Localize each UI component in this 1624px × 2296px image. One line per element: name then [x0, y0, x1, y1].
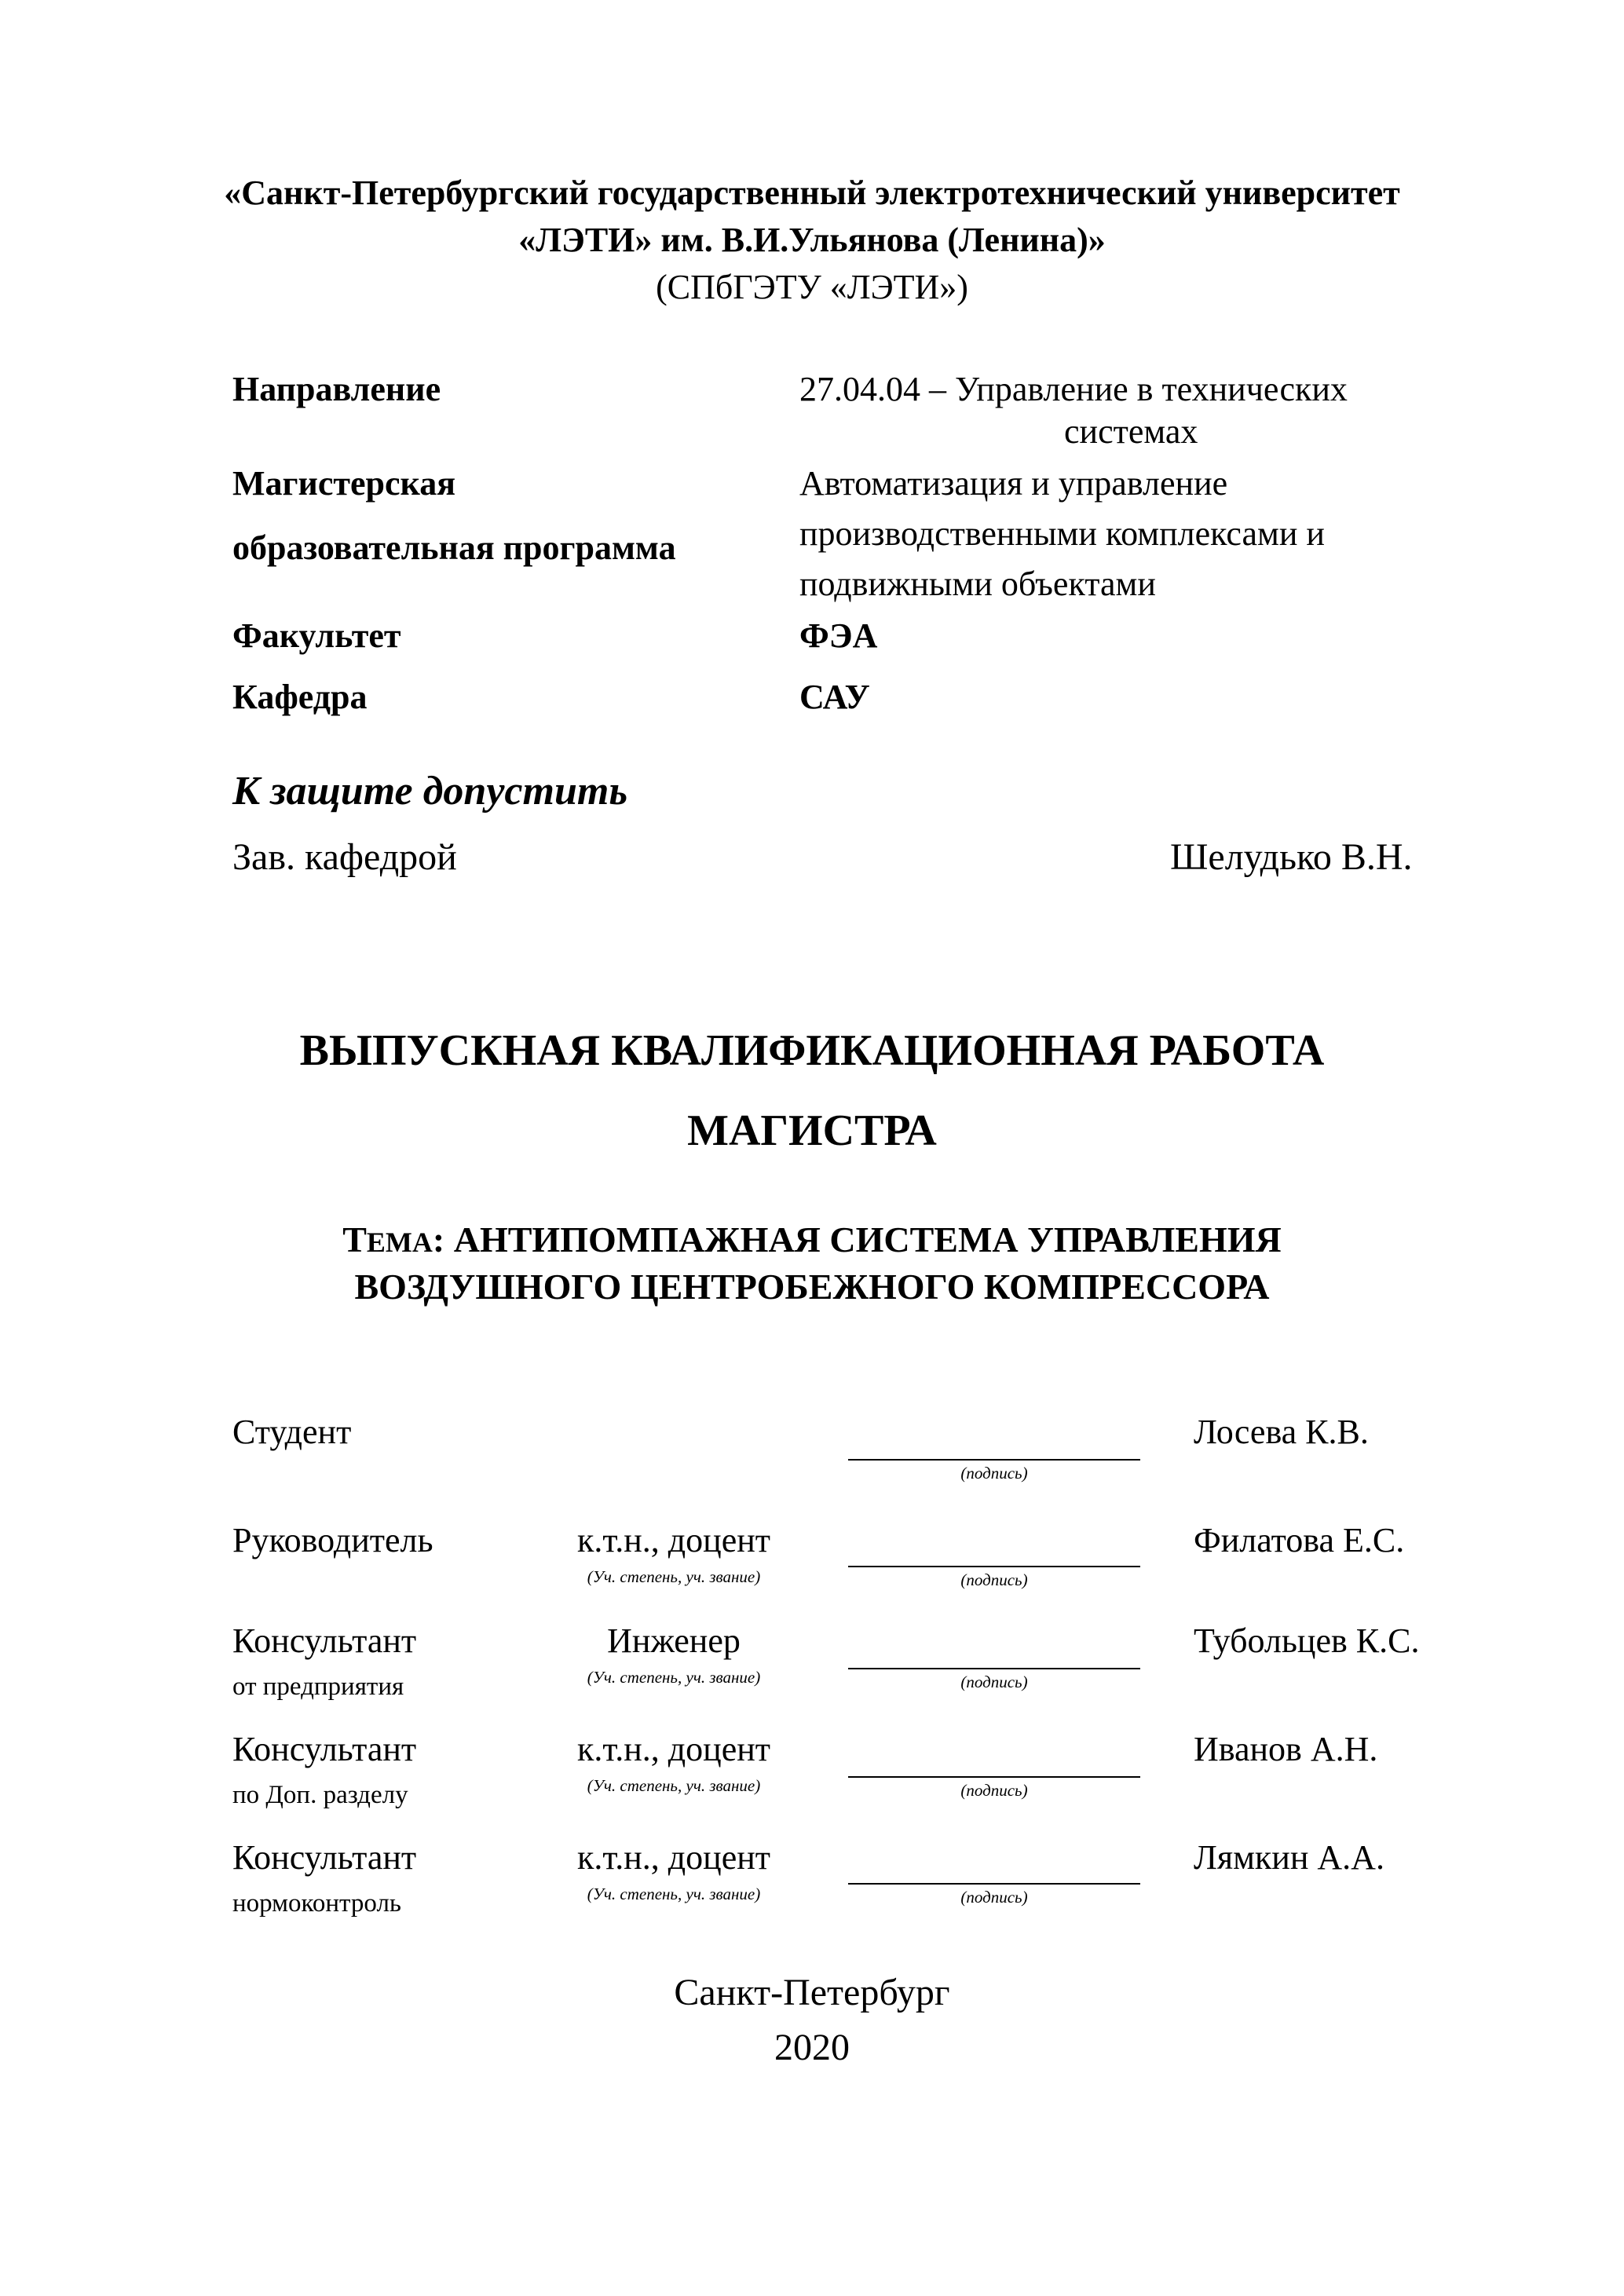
department-value: САУ — [799, 678, 870, 716]
academic-degree-caption: (Уч. степень, уч. звание) — [587, 1668, 761, 1687]
thesis-title-line1: ВЫПУСКНАЯ КВАЛИФИКАЦИОННАЯ РАБОТА — [299, 1026, 1325, 1075]
signature-role: Консультант — [232, 1838, 417, 1877]
signature-caption: (подпись) — [960, 1888, 1028, 1907]
head-of-department-label: Зав. кафедрой — [232, 836, 457, 878]
topic-line2: ВОЗДУШНОГО ЦЕНТРОБЕЖНОГО КОМПРЕССОРА — [354, 1267, 1270, 1307]
university-abbreviation: (СПбГЭТУ «ЛЭТИ») — [656, 268, 968, 306]
academic-degree: к.т.н., доцент — [576, 1730, 771, 1768]
signatory-name: Лосева К.В. — [1194, 1413, 1369, 1451]
signatory-name: Лямкин А.А. — [1194, 1838, 1384, 1877]
academic-degree: к.т.н., доцент — [576, 1521, 771, 1559]
signatory-name: Филатова Е.С. — [1194, 1521, 1405, 1559]
signatory-name: Иванов А.Н. — [1194, 1730, 1378, 1768]
signature-role: Руководитель — [232, 1521, 433, 1559]
signature-line — [848, 1776, 1140, 1778]
program-value-line3: подвижными объектами — [799, 565, 1156, 603]
signature-caption: (подпись) — [960, 1464, 1028, 1483]
signature-line — [848, 1459, 1140, 1461]
program-value-line2: производственными комплексами и — [799, 514, 1325, 553]
direction-value-line1: 27.04.04 – Управление в технических — [799, 370, 1348, 408]
head-of-department-name: Шелудько В.Н. — [1170, 836, 1413, 878]
signature-role: Консультант — [232, 1621, 417, 1660]
academic-degree-caption: (Уч. степень, уч. звание) — [587, 1567, 761, 1586]
topic-prefix-colon: : — [432, 1219, 445, 1260]
signature-caption: (подпись) — [960, 1673, 1028, 1691]
academic-degree-caption: (Уч. степень, уч. звание) — [587, 1776, 761, 1795]
signature-role-subtitle: по Доп. разделу — [232, 1781, 408, 1809]
program-label-line1: Магистерская — [232, 464, 456, 503]
academic-degree: к.т.н., доцент — [576, 1838, 771, 1877]
topic-prefix-first: Т — [342, 1219, 367, 1260]
topic-line1 — [0, 1219, 1624, 1260]
thesis-title-line2: МАГИСТРА — [687, 1106, 937, 1155]
city: Санкт-Петербург — [674, 1972, 950, 2013]
signature-role-subtitle: нормоконтроль — [232, 1889, 401, 1918]
year: 2020 — [774, 2027, 850, 2068]
signature-caption: (подпись) — [960, 1570, 1028, 1589]
topic-text-line1: АНТИПОМПАЖНАЯ СИСТЕМА УПРАВЛЕНИЯ — [453, 1219, 1282, 1260]
direction-value-line2: системах — [1064, 412, 1198, 451]
signature-role: Консультант — [232, 1730, 417, 1768]
academic-degree-caption: (Уч. степень, уч. звание) — [587, 1885, 761, 1903]
faculty-value: ФЭА — [799, 616, 878, 655]
signature-role: Студент — [232, 1413, 352, 1451]
signature-line — [848, 1668, 1140, 1669]
department-label: Кафедра — [232, 678, 368, 716]
faculty-label: Факультет — [232, 616, 401, 655]
signatory-name: Тубольцев К.С. — [1194, 1621, 1420, 1660]
signature-role-subtitle: от предприятия — [232, 1673, 404, 1701]
admit-heading: К защите допустить — [232, 769, 628, 813]
signature-line — [848, 1566, 1140, 1567]
signature-line — [848, 1883, 1140, 1885]
university-name-line2: «ЛЭТИ» им. В.И.Ульянова (Ленина)» — [518, 221, 1106, 259]
program-value-line1: Автоматизация и управление — [799, 464, 1228, 503]
university-name-line1: «Санкт-Петербургский государственный электротехнический университет — [224, 174, 1400, 212]
academic-degree: Инженер — [607, 1621, 741, 1660]
direction-label: Направление — [232, 370, 441, 408]
signature-caption: (подпись) — [960, 1781, 1028, 1800]
program-label-line2: образовательная программа — [232, 528, 676, 567]
topic-prefix-rest: ЕМА — [366, 1227, 433, 1258]
